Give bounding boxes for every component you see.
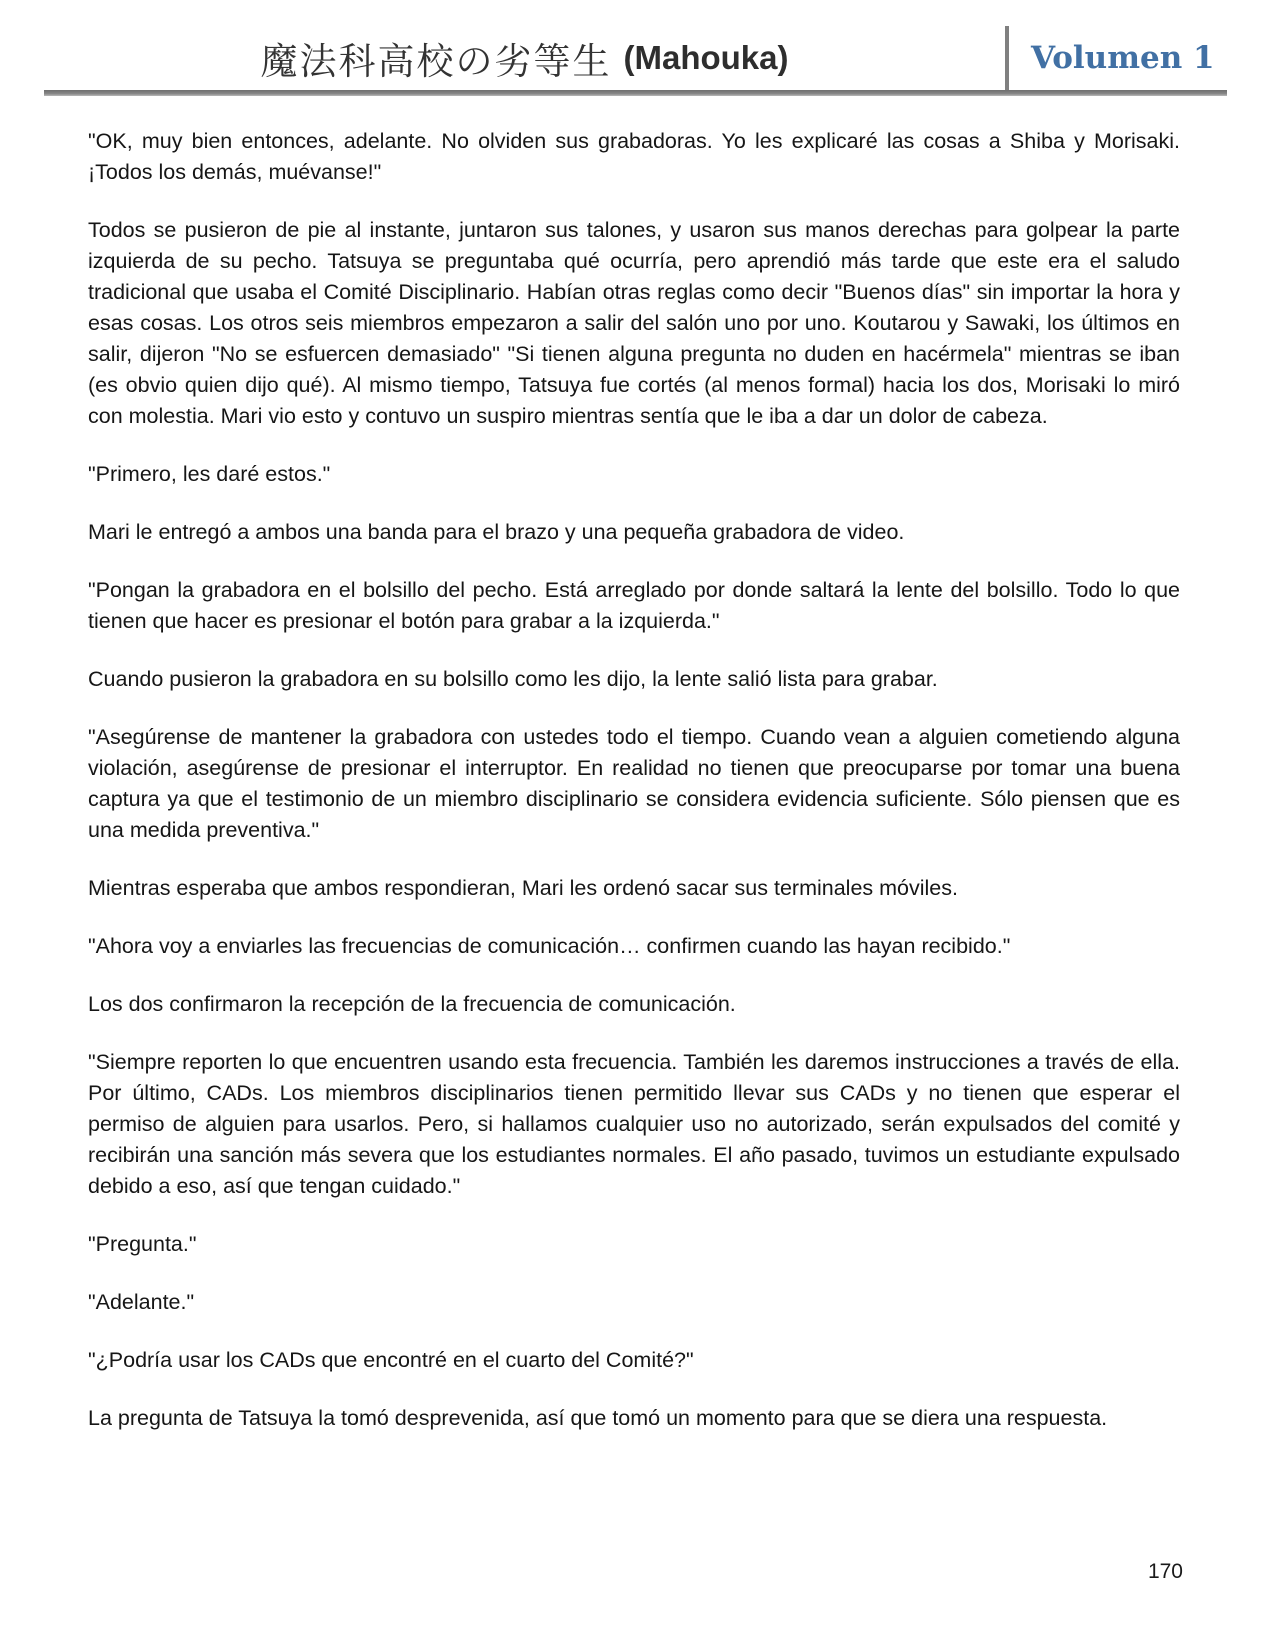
book-title-japanese: 魔法科高校の劣等生 [260,40,612,83]
page-body [88,126,1180,1434]
paragraph: "¿Podría usar los CADs que encontré en el cuarto del Comité?" [88,1348,694,1372]
header-rule [44,90,1227,96]
volume-label: Volumen 1 [1031,40,1215,76]
paragraph: "Adelante." [88,1290,195,1314]
paragraph: "OK, muy bien entonces, adelante. No olviden sus grabadoras. Yo les explicaré las cosas a Shiba y Morisaki. ¡Todos los demás, muévanse!" [88,129,1180,184]
paragraph: "Primero, les daré estos." [88,462,331,486]
book-title-romanized: (Mahouka) [623,39,789,76]
paragraph: Mari le entregó a ambos una banda para el brazo y una pequeña grabadora de video. [88,520,905,544]
paragraph: "Pongan la grabadora en el bolsillo del pecho. Está arreglado por donde saltará la lente del bolsillo. Todo lo que tienen que hacer es presionar el botón para grabar a la izquierda." [88,578,1180,633]
book-title [44,26,1005,90]
paragraph: "Ahora voy a enviarles las frecuencias de comunicación… confirmen cuando las hayan recibido." [88,934,1011,958]
paragraph: La pregunta de Tatsuya la tomó desprevenida, así que tomó un momento para que se diera una respuesta. [88,1406,1108,1430]
header-row [44,26,1227,90]
paragraph: Los dos confirmaron la recepción de la frecuencia de comunicación. [88,992,736,1016]
paragraph: Cuando pusieron la grabadora en su bolsillo como les dijo, la lente salió lista para grabar. [88,667,938,691]
paragraph: "Asegúrense de mantener la grabadora con ustedes todo el tiempo. Cuando vean a alguien cometiendo alguna violación, asegúrense de presionar el interruptor. En realidad no tienen que preocuparse por tomar una buena captura ya que el testimonio de un miembro disciplinario se considera evidencia suficiente. Sólo piensen que es una medida preventiva." [88,725,1180,842]
page-header [44,26,1227,96]
paragraph: Mientras esperaba que ambos respondieran, Mari les ordenó sacar sus terminales móviles. [88,876,958,900]
paragraph: "Pregunta." [88,1232,197,1256]
page-number: 170 [1147,1560,1183,1583]
paragraph: Todos se pusieron de pie al instante, juntaron sus talones, y usaron sus manos derechas para golpear la parte izquierda de su pecho. Tatsuya se preguntaba qué ocurría, pero aprendió más tarde que este era el saludo tradicional que usaba el Comité Disciplinario. Habían otras reglas como decir "Buenos días" sin importar la hora y esas cosas. Los otros seis miembros empezaron a salir del salón uno por uno. Koutarou y Sawaki, los últimos en salir, dijeron "No se esfuercen demasiado" "Si tienen alguna pregunta no duden en hacérmela" mientras se iban (es obvio quien dijo qué). Al mismo tiempo, Tatsuya fue cortés (al menos formal) hacia los dos, Morisaki lo miró con molestia. Mari vio esto y contuvo un suspiro mientras sentía que le iba a dar un dolor de cabeza. [88,218,1180,428]
volume-area [1009,26,1227,90]
paragraph: "Siempre reporten lo que encuentren usando esta frecuencia. También les daremos instrucciones a través de ella. Por último, CADs. Los miembros disciplinarios tienen permitido llevar sus CADs y no tienen que esperar el permiso de alguien para usarlos. Pero, si hallamos cualquier uso no autorizado, serán expulsados del comité y recibirán una sanción más severa que los estudiantes normales. El año pasado, tuvimos un estudiante expulsado debido a eso, así que tengan cuidado." [88,1050,1180,1198]
